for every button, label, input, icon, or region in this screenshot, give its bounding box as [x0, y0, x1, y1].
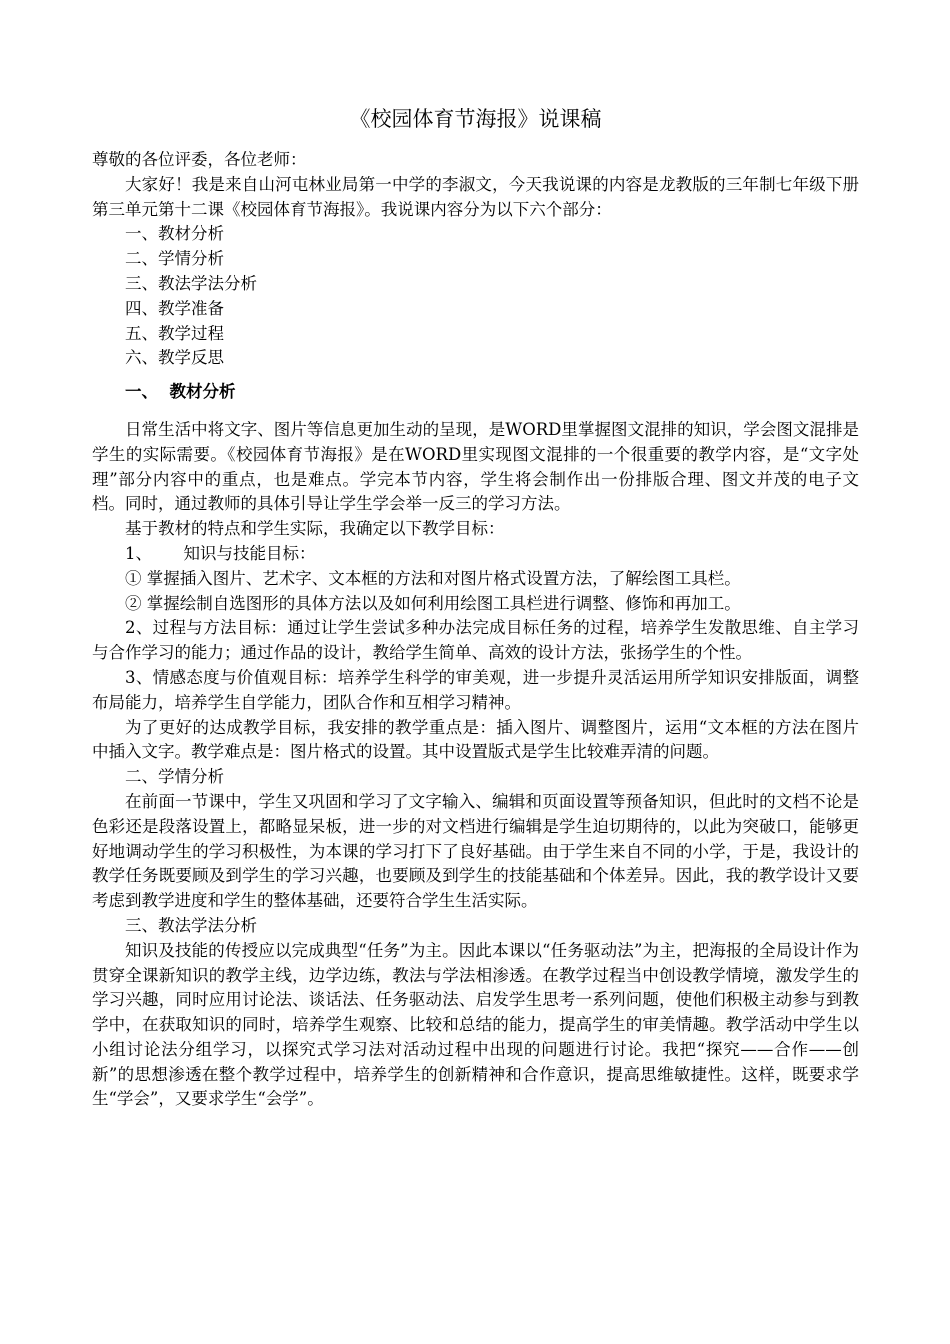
section-heading-student-analysis: 二、学情分析 — [125, 767, 224, 787]
paragraph: 为了更好的达成教学目标，我安排的教学重点是：插入图片、调整图片，运用“文本框的方法在图片中插入文字。教学难点是：图片格式的设置。其中设置版式是学生比较难弄清的问题。 — [92, 717, 859, 762]
paragraph: 在前面一节课中，学生又巩固和学习了文字输入、编辑和页面设置等预备知识，但此时的文档不论是色彩还是段落设置上，都略显呆板，进一步的对文档进行编辑是学生迫切期待的，以此为突破口，能够更好地调动学生的学习积极性，为本课的学习打下了良好基础。由于学生来自不同的小学，于是，我设计的教学任务既要顾及到学生的学习兴趣，也要顾及到学生的技能基础和个体差异。因此，我的教学设计又要考虑到教学进度和学生的整体基础，还要符合学生生活实际。 — [92, 791, 859, 911]
section-heading-textbook-analysis: 一、 教材分析 — [125, 382, 236, 402]
goal-item: ② 掌握绘制自选图形的具体方法以及如何利用绘图工具栏进行调整、修饰和再加工。 — [125, 593, 741, 613]
goal-paragraph: 2、过程与方法目标：通过让学生尝试多种办法完成目标任务的过程，培养学生发散思维、自主学习与合作学习的能力；通过作品的设计，教给学生简单、高效的设计方法，张扬学生的个性。 — [92, 618, 859, 663]
goal-item: ① 掌握插入图片、艺术字、文本框的方法和对图片格式设置方法，了解绘图工具栏。 — [125, 568, 741, 588]
outline-item: 二、学情分析 — [125, 249, 224, 269]
goal-paragraph: 3、情感态度与价值观目标：培养学生科学的审美观，进一步提升灵活运用所学知识安排版面，调整布局能力，培养学生自学能力，团队合作和互相学习精神。 — [92, 667, 859, 712]
paragraph: 知识及技能的传授应以完成典型“任务”为主。因此本课以“任务驱动法”为主，把海报的全局设计作为贯穿全课新知识的教学主线，边学边练，教法与学法相渗透。在教学过程当中创设教学情境，激发学生的学习兴趣，同时应用讨论法、谈话法、任务驱动法、启发学生思考一系列问题，使他们积极主动参与到教学中，在获取知识的同时，培养学生观察、比较和总结的能力，提高学生的审美情趣。教学活动中学生以小组讨论法分组学习，以探究式学习法对活动过程中出现的问题进行讨论。我把“探究——合作——创新”的思想渗透在整个教学过程中，培养学生的创新精神和合作意识，提高思维敏捷性。这样，既要求学生“学会”，又要求学生“会学”。 — [92, 940, 859, 1109]
paragraph: 基于教材的特点和学生实际，我确定以下教学目标： — [125, 519, 505, 539]
intro-paragraph: 大家好！我是来自山河屯林业局第一中学的李淑文，今天我说课的内容是龙教版的三年制七年级下册第三单元第十二课《校园体育节海报》。我说课内容分为以下六个部分： — [92, 174, 859, 219]
outline-item: 一、教材分析 — [125, 224, 224, 244]
goal-heading: 1、 知识与技能目标： — [125, 543, 316, 563]
outline-item: 四、教学准备 — [125, 298, 224, 318]
document-title: 《校园体育节海报》说课稿 — [349, 107, 602, 131]
paragraph: 日常生活中将文字、图片等信息更加生动的呈现，是WORD里掌握图文混排的知识，学会图文混排是学生的实际需要。《校园体育节海报》是在WORD里实现图文混排的一个很重要的教学内容，是“文字处理”部分内容中的重点，也是难点。学完本节内容，学生将会制作出一份排版合理、图文并茂的电子文档。同时，通过教师的具体引导让学生学会举一反三的学习方法。 — [92, 419, 859, 514]
outline-item: 五、教学过程 — [125, 323, 224, 343]
section-heading-method-analysis: 三、教法学法分析 — [125, 915, 257, 935]
outline-item: 三、教法学法分析 — [125, 273, 257, 293]
outline-item: 六、教学反思 — [125, 348, 224, 368]
document-page — [92, 104, 859, 1112]
salutation: 尊敬的各位评委，各位老师： — [92, 150, 307, 169]
